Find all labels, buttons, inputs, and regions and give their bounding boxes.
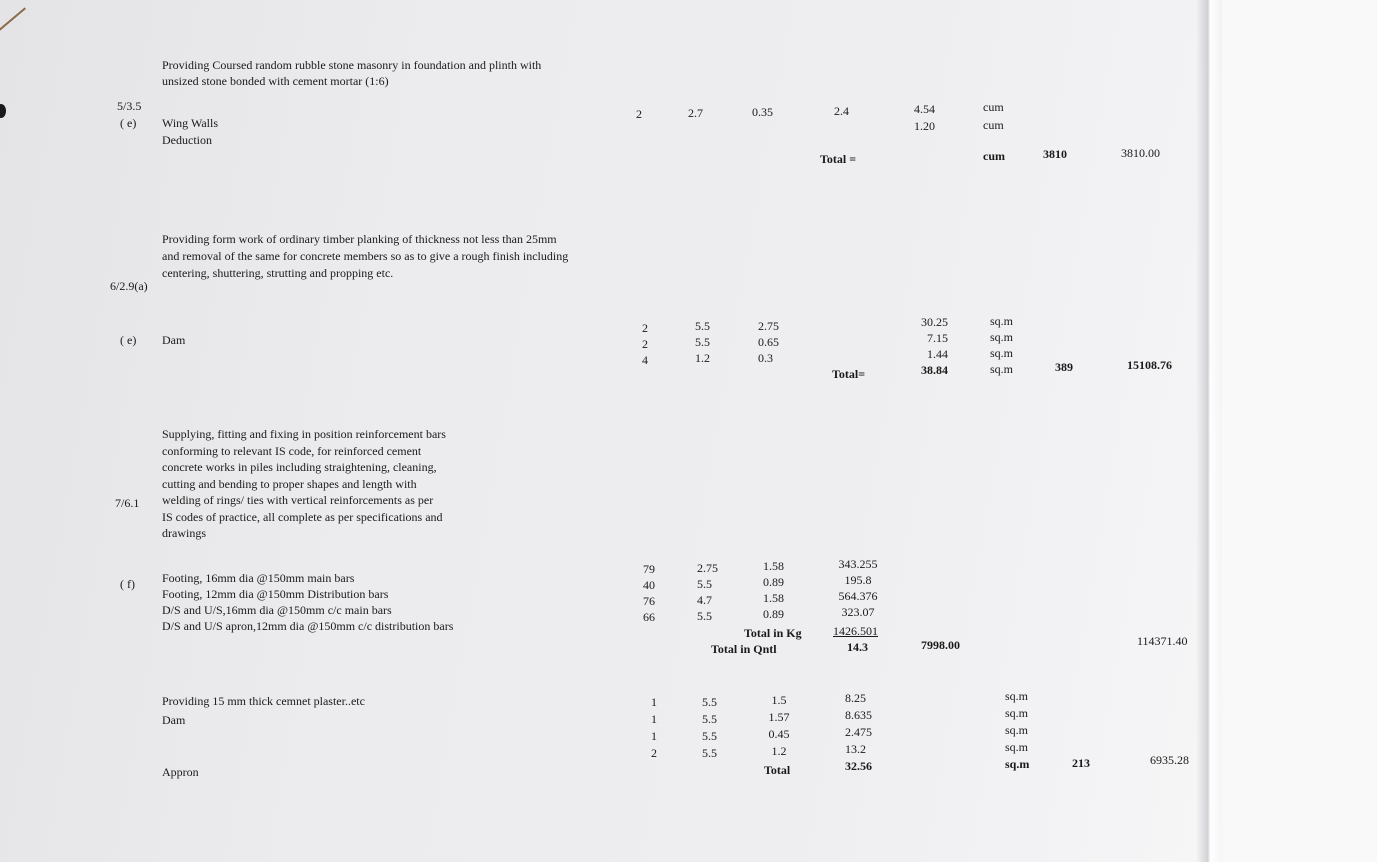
amount-value: 6935.28	[1150, 753, 1189, 767]
total-qntl-value: 14.3	[847, 640, 868, 654]
item-label: Dam	[162, 713, 186, 727]
qty-column: 343.255 195.8 564.376 323.07	[838, 557, 878, 619]
amount-value: 114371.40	[1137, 634, 1188, 648]
total-label: Total	[764, 763, 791, 777]
nos-column: 79 40 76 66	[643, 562, 655, 624]
item-code: 7/6.1	[115, 496, 140, 510]
qty-column: 8.25 8.635 2.475 13.2 32.56	[845, 691, 872, 773]
weight-column: 1.58 0.89 1.58 0.89	[763, 559, 784, 621]
sub-item: ( e)	[120, 116, 137, 130]
unit-value: cum	[983, 100, 1004, 114]
item-label: Wing Walls	[162, 116, 218, 130]
nos-column: 2 2 4	[642, 321, 648, 367]
item-description: Providing 15 mm thick cemnet plaster..etc	[162, 694, 365, 708]
breadth-column: 1.5 1.57 0.45 1.2	[768, 693, 790, 758]
item-description: Supplying, fitting and fixing in position reinforcement bars conforming to relevant IS code, for reinforced cement concrete works in piles including straightening, cleaning, cutting and bending to proper shapes and length with welding of rings/ ties with vertical reinforcements as per IS codes of practice, all complete as per specifications and drawings	[162, 427, 446, 540]
rate-value: 389	[1055, 360, 1073, 374]
total-kg-label: Total in Kg	[744, 626, 802, 640]
amount-value: 3810.00	[1121, 146, 1160, 160]
total-label: Total=	[832, 367, 866, 381]
total-qntl-label: Total in Qntl	[711, 642, 777, 656]
height-value: 2.4	[834, 104, 849, 118]
breadth-value: 0.35	[752, 105, 773, 119]
sub-item: ( e)	[120, 333, 137, 347]
amount-value: 15108.76	[1127, 358, 1172, 372]
paper-edge	[1222, 0, 1377, 862]
length-column: 5.5 5.5 5.5 5.5	[702, 695, 717, 760]
breadth-column: 2.75 0.65 0.3	[758, 319, 779, 365]
item-description: Providing Coursed random rubble stone masonry in foundation and plinth with unsized stone bonded with cement mortar (1:6)	[162, 58, 542, 88]
nos-value: 2	[636, 107, 642, 121]
total-label: Total =	[820, 152, 857, 166]
item-description: Providing form work of ordinary timber planking of thickness not less than 25mm and removal of the same for concrete members so as to give a rough finish including centering, shuttering, strutting and propping etc.	[162, 232, 569, 280]
rate-value: 7998.00	[921, 638, 960, 652]
length-value: 2.7	[688, 106, 703, 120]
sub-item: ( f)	[120, 577, 135, 591]
label-column: Footing, 16mm dia @150mm main bars Footing, 12mm dia @150mm Distribution bars D/S and U/S,16mm dia @150mm c/c main bars D/S and U/S apron,12mm dia @150mm c/c distribution bars	[162, 571, 454, 633]
item-label: Deduction	[162, 133, 212, 147]
nos-column: 1 1 1 2	[651, 695, 657, 760]
item-label: Appron	[162, 765, 199, 779]
qty-value: 1.20	[914, 119, 935, 133]
total-kg-value: 1426.501	[833, 624, 878, 638]
qty-column: 30.25 7.15 1.44 38.84	[921, 315, 948, 377]
rate-value: 213	[1072, 756, 1090, 770]
paper-fold	[1196, 0, 1222, 862]
item-label: Dam	[162, 333, 186, 347]
rate-value: 3810	[1043, 147, 1067, 161]
unit-value: cum	[983, 118, 1004, 132]
qty-value: 4.54	[914, 102, 935, 116]
unit-column: sq.m sq.m sq.m sq.m sq.m	[1005, 689, 1030, 771]
item-code: 6/2.9(a)	[110, 279, 148, 293]
item-code: 5/3.5	[117, 99, 142, 113]
unit-column: sq.m sq.m sq.m sq.m	[990, 314, 1014, 376]
corner-mark	[0, 7, 26, 34]
punch-hole	[0, 104, 6, 118]
total-unit: cum	[983, 149, 1005, 163]
length-column: 5.5 5.5 1.2	[695, 319, 710, 365]
length-column: 2.75 5.5 4.7 5.5	[697, 561, 718, 623]
